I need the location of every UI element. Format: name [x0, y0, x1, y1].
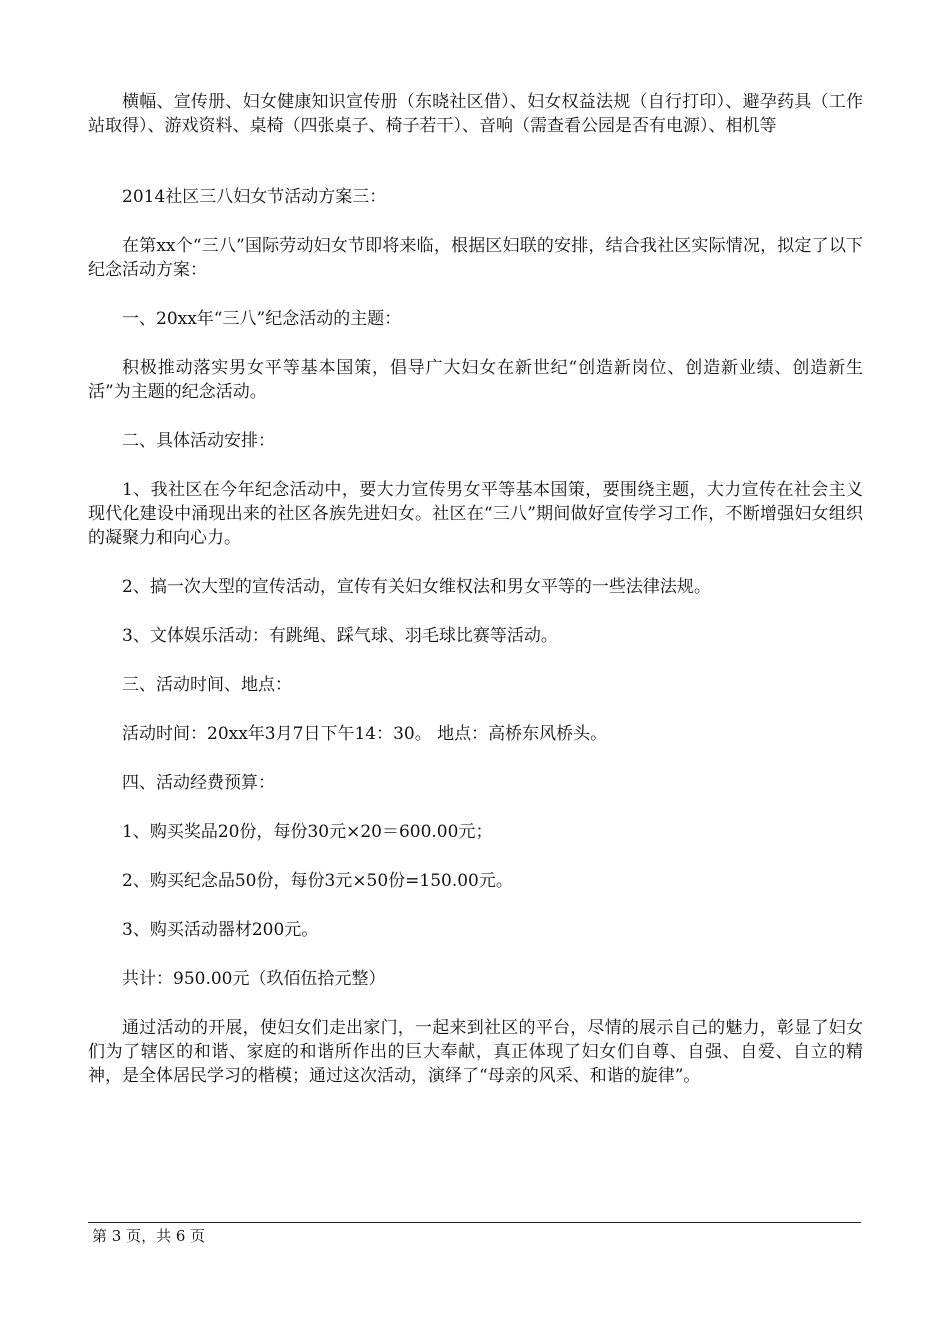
budget-item-3: 3、购买活动器材200元。: [122, 920, 319, 940]
budget-total: 共计：950.00元（玖佰伍拾元整）: [122, 969, 386, 989]
section-theme-heading: 一、20xx年“三八”纪念活动的主题：: [122, 309, 402, 329]
time-place-paragraph: 活动时间：20xx年3月7日下午14：30。 地点：高桥东风桥头。: [122, 724, 608, 744]
page-number: 第 3 页，共 6 页: [92, 1227, 206, 1245]
arrangement-item-3: 3、文体娱乐活动：有跳绳、踩气球、羽毛球比赛等活动。: [122, 626, 558, 646]
section-budget-heading: 四、活动经费预算：: [122, 773, 275, 793]
materials-paragraph: 横幅、宣传册、妇女健康知识宣传册（东晓社区借）、妇女权益法规（自行打印）、避孕药具（工作站取得）、游戏资料、桌椅（四张桌子、椅子若干）、音响（需查看公园是否有电源）、相机等: [88, 92, 863, 136]
section-arrangement-heading: 二、具体活动安排：: [122, 431, 275, 451]
theme-paragraph: 积极推动落实男女平等基本国策，倡导广大妇女在新世纪“创造新岗位、创造新业绩、创造新生活”为主题的纪念活动。: [88, 358, 863, 402]
section-time-place-heading: 三、活动时间、地点：: [122, 675, 292, 695]
footer-divider: [88, 1222, 861, 1223]
arrangement-item-1: 1、我社区在今年纪念活动中，要大力宣传男女平等基本国策，要围绕主题，大力宣传在社会主义现代化建设中涌现出来的社区各族先进妇女。社区在“三八”期间做好宣传学习工作，不断增强妇女组织的凝聚力和向心力。: [88, 480, 863, 548]
document-body: [88, 90, 863, 1088]
intro-paragraph: 在第xx个“三八”国际劳动妇女节即将来临，根据区妇联的安排，结合我社区实际情况，拟定了以下纪念活动方案：: [88, 236, 863, 280]
conclusion-paragraph: 通过活动的开展，使妇女们走出家门，一起来到社区的平台，尽情的展示自己的魅力，彰显了妇女们为了辖区的和谐、家庭的和谐所作出的巨大奉献，真正体现了妇女们自尊、自强、自爱、自立的精神，是全体居民学习的楷模；通过这次活动，演绎了“母亲的风采、和谐的旋律”。: [88, 1018, 863, 1086]
budget-item-2: 2、购买纪念品50份，每份3元×50份=150.00元。: [122, 871, 513, 891]
plan-three-heading: 2014社区三八妇女节活动方案三：: [122, 187, 387, 207]
arrangement-item-2: 2、搞一次大型的宣传活动，宣传有关妇女维权法和男女平等的一些法律法规。: [122, 577, 711, 597]
budget-item-1: 1、购买奖品20份，每份30元×20＝600.00元；: [122, 822, 493, 842]
